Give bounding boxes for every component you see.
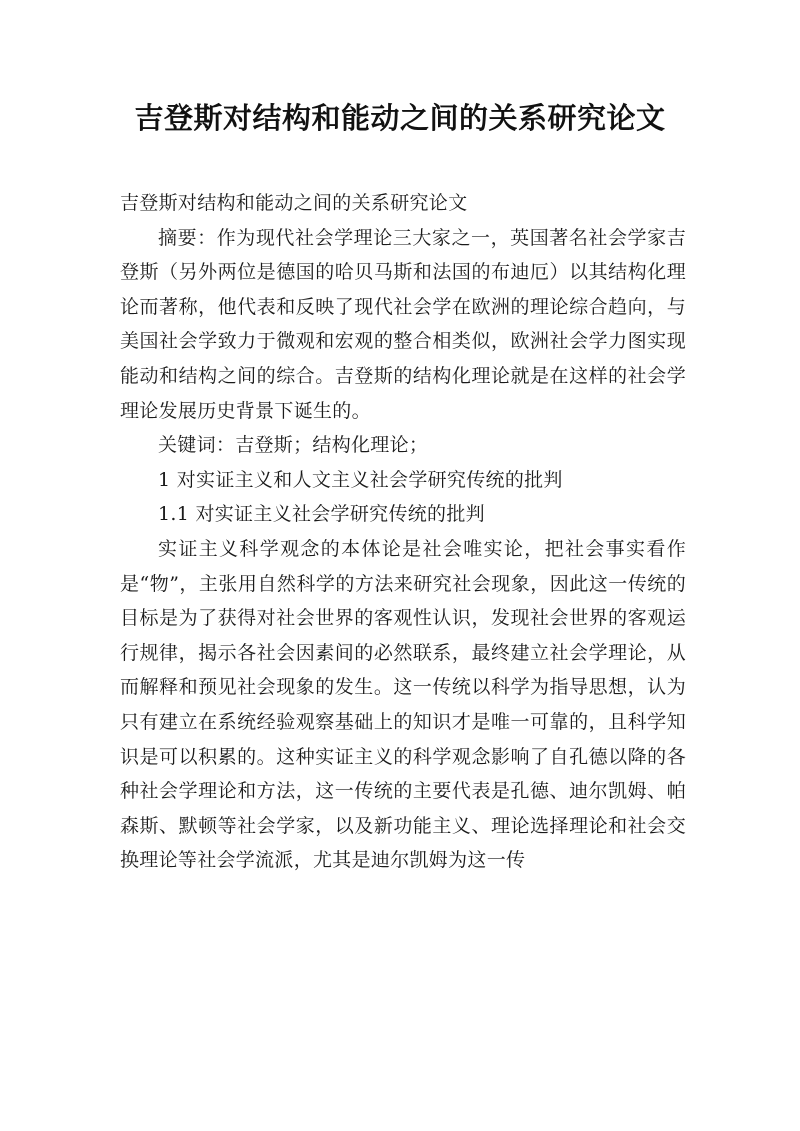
keywords-paragraph: 关键词：吉登斯；结构化理论； <box>158 434 429 457</box>
document-body <box>120 186 686 878</box>
document-title: 吉登斯对结构和能动之间的关系研究论文 <box>134 101 666 135</box>
section-heading-1-1: 1.1 对实证主义社会学研究传统的批判 <box>158 503 485 526</box>
body-paragraph: 实证主义科学观念的本体论是社会唯实论，把社会事实看作是“物”，主张用自然科学的方法来研究社会现象，因此这一传统的目标是为了获得对社会世界的客观性认识，发现社会世界的客观运行规律，揭示各社会因素间的必然联系，最终建立社会学理论，从而解释和预见社会现象的发生。这一传统以科学为指导思想，认为只有建立在系统经验观察基础上的知识才是唯一可靠的，且科学知识是可以积累的。这种实证主义的科学观念影响了自孔德以降的各种社会学理论和方法，这一传统的主要代表是孔德、迪尔凯姆、帕森斯、默顿等社会学家，以及新功能主义、理论选择理论和社会交换理论等社会学流派，尤其是迪尔凯姆为这一传 <box>120 537 686 872</box>
repeated-title-paragraph: 吉登斯对结构和能动之间的关系研究论文 <box>120 192 468 214</box>
section-heading-1: 1 对实证主义和人文主义社会学研究传统的批判 <box>158 468 563 491</box>
abstract-paragraph: 摘要：作为现代社会学理论三大家之一，英国著名社会学家吉登斯（另外两位是德国的哈贝马斯和法国的布迪厄）以其结构化理论而著称，他代表和反映了现代社会学在欧洲的理论综合趋向，与美国社会学致力于微观和宏观的整合相类似，欧洲社会学力图实现能动和结构之间的综合。吉登斯的结构化理论就是在这样的社会学理论发展历史背景下诞生的。 <box>120 226 686 422</box>
